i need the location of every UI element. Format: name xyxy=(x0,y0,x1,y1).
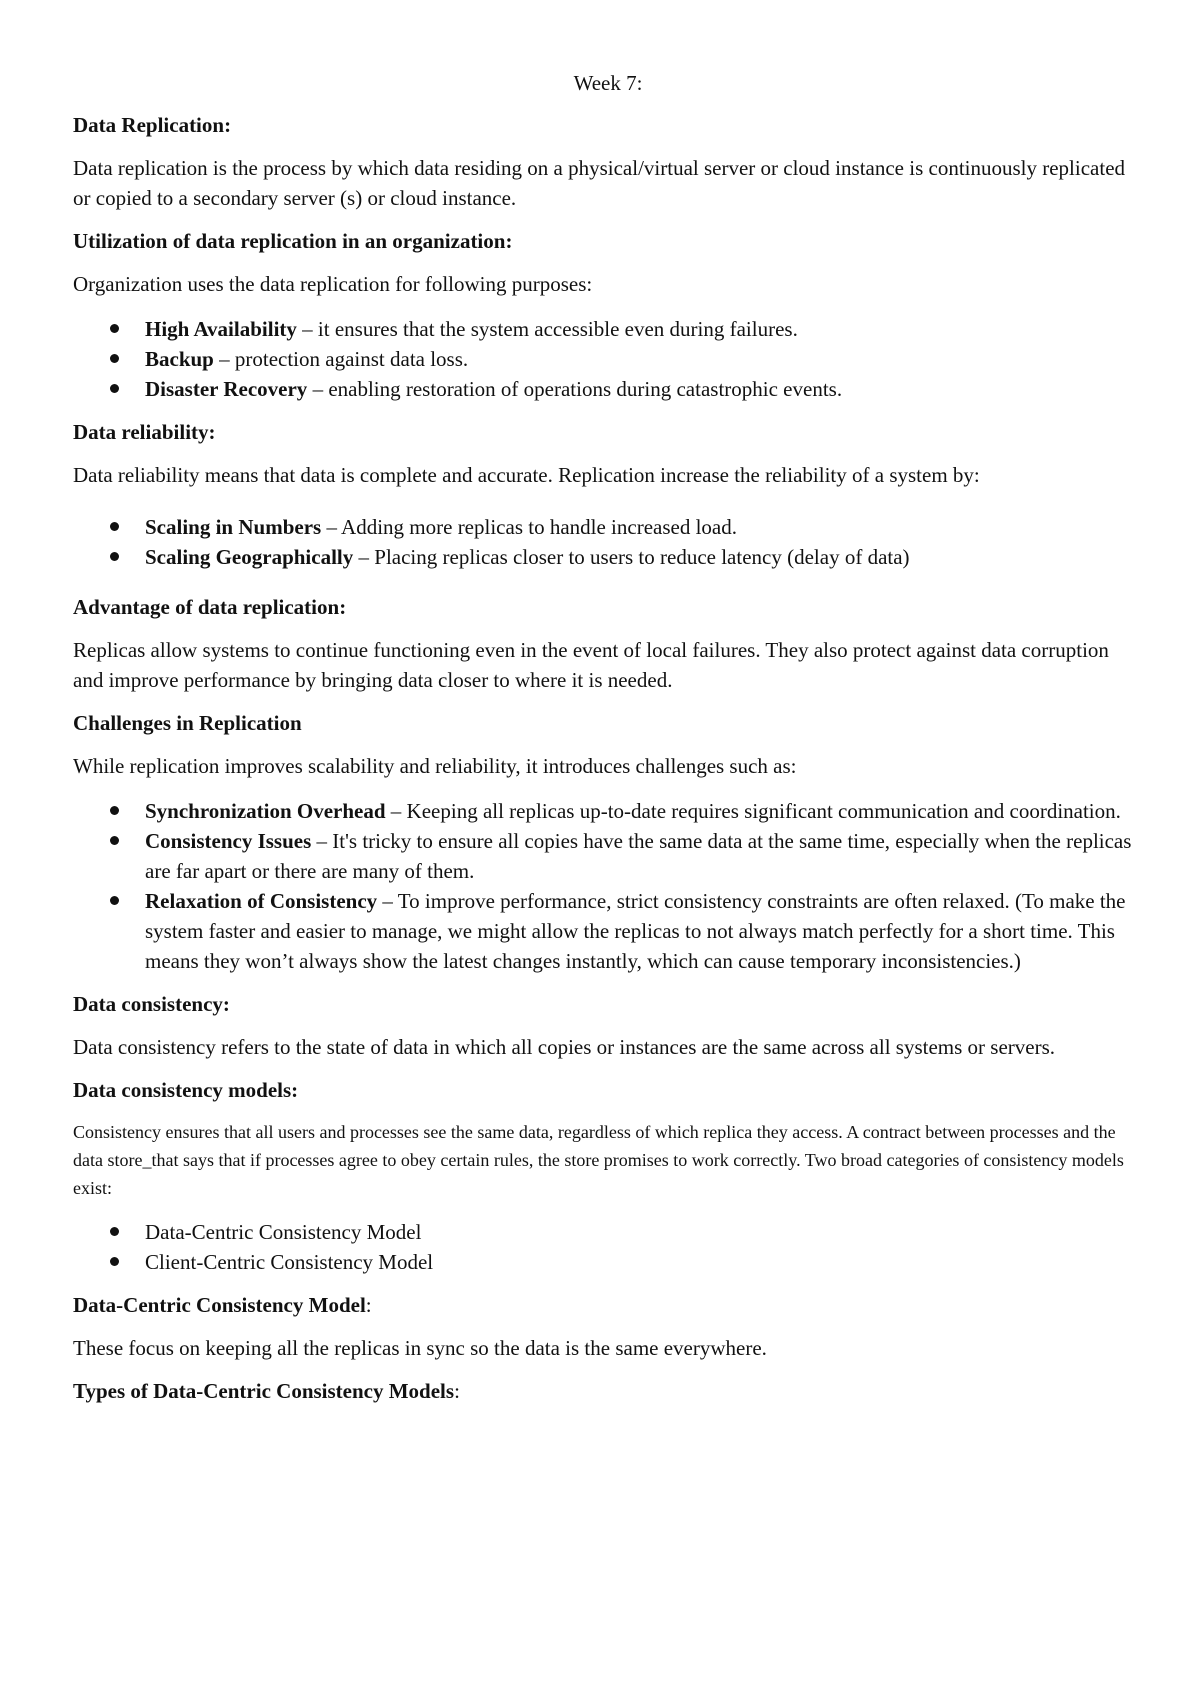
list-item-desc: Data-Centric Consistency Model xyxy=(145,1220,422,1244)
list-item-term: Synchronization Overhead xyxy=(145,799,386,823)
heading-utilization: Utilization of data replication in an organization: xyxy=(73,229,513,253)
list-item xyxy=(73,826,1143,886)
heading-advantage: Advantage of data replication: xyxy=(73,595,347,619)
list-reliability xyxy=(73,512,1143,572)
bullet-icon xyxy=(110,1257,119,1266)
heading-data-replication: Data Replication: xyxy=(73,113,232,137)
list-item xyxy=(73,344,1143,374)
list-item-desc: – Adding more replicas to handle increased load. xyxy=(321,515,737,539)
heading-data-consistency: Data consistency: xyxy=(73,992,230,1016)
para-challenges: While replication improves scalability and reliability, it introduces challenges such as: xyxy=(73,754,797,778)
list-item-desc: – Keeping all replicas up-to-date requires significant communication and coordination. xyxy=(385,799,1121,823)
heading-data-reliability: Data reliability: xyxy=(73,420,216,444)
list-item-term: High Availability xyxy=(145,317,297,341)
list-challenges xyxy=(73,796,1143,976)
list-item xyxy=(73,512,1143,542)
list-item-desc: – it ensures that the system accessible even during failures. xyxy=(296,317,798,341)
para-consistency-models: Consistency ensures that all users and processes see the same data, regardless of which replica they access. A contract between processes and the data store_that says that if processes agree to obey certain rules, the store promises to work correctly. Two broad categories of consistency models exist: xyxy=(73,1122,1124,1198)
heading-data-centric-model xyxy=(73,1292,1143,1318)
list-utilization xyxy=(73,314,1143,404)
bullet-icon xyxy=(110,522,119,531)
bullet-icon xyxy=(110,1227,119,1236)
heading-consistency-models: Data consistency models: xyxy=(73,1078,299,1102)
list-item xyxy=(73,542,1143,572)
list-consistency-models xyxy=(73,1217,1143,1277)
list-item xyxy=(73,796,1143,826)
list-item-term: Disaster Recovery xyxy=(145,377,308,401)
heading-challenges: Challenges in Replication xyxy=(73,711,302,735)
para-utilization: Organization uses the data replication for following purposes: xyxy=(73,272,593,296)
list-item-desc: – To improve performance, strict consistency constraints are often relaxed. (To make the system faster and easier to manage, we might allow the replicas to not always match perfectly for a short time. This means they won’t always show the latest changes instantly, which can cause temporary inconsistencies.) xyxy=(145,889,1126,973)
list-item-desc: Client-Centric Consistency Model xyxy=(145,1250,434,1274)
list-item xyxy=(73,1217,1143,1247)
page-title: Week 7: xyxy=(573,71,643,95)
list-item-desc: – It's tricky to ensure all copies have the same data at the same time, especially when the replicas are far apart or there are many of them. xyxy=(145,829,1132,883)
list-item-desc: – Placing replicas closer to users to reduce latency (delay of data) xyxy=(353,545,910,569)
list-item xyxy=(73,1247,1143,1277)
heading-types-data-centric xyxy=(73,1378,1143,1404)
list-item-desc: – enabling restoration of operations during catastrophic events. xyxy=(307,377,843,401)
heading-suffix: : xyxy=(365,1293,372,1317)
list-item-term: Consistency Issues xyxy=(145,829,312,853)
para-data-centric-model: These focus on keeping all the replicas in sync so the data is the same everywhere. xyxy=(73,1336,767,1360)
heading-suffix: : xyxy=(454,1379,460,1403)
bullet-icon xyxy=(110,896,119,905)
para-data-replication: Data replication is the process by which data residing on a physical/virtual server or cloud instance is continuously replicated or copied to a secondary server (s) or cloud instance. xyxy=(73,156,1126,210)
heading-text: Types of Data-Centric Consistency Models xyxy=(73,1379,455,1403)
list-item-term: Backup xyxy=(145,347,214,371)
list-item-desc: – protection against data loss. xyxy=(213,347,469,371)
para-advantage: Replicas allow systems to continue functioning even in the event of local failures. They also protect against data corruption and improve performance by bringing data closer to where it is needed. xyxy=(73,638,1109,692)
document-page xyxy=(73,70,1143,1419)
list-item-term: Scaling Geographically xyxy=(145,545,354,569)
bullet-icon xyxy=(110,384,119,393)
list-item-term: Relaxation of Consistency xyxy=(145,889,378,913)
bullet-icon xyxy=(110,836,119,845)
para-data-reliability: Data reliability means that data is complete and accurate. Replication increase the reliability of a system by: xyxy=(73,463,980,487)
bullet-icon xyxy=(110,552,119,561)
list-item-term: Scaling in Numbers xyxy=(145,515,322,539)
heading-text: Data-Centric Consistency Model xyxy=(73,1293,366,1317)
para-data-consistency: Data consistency refers to the state of data in which all copies or instances are the same across all systems or servers. xyxy=(73,1035,1055,1059)
list-item xyxy=(73,374,1143,404)
bullet-icon xyxy=(110,354,119,363)
bullet-icon xyxy=(110,806,119,815)
list-item xyxy=(73,886,1143,976)
bullet-icon xyxy=(110,324,119,333)
list-item xyxy=(73,314,1143,344)
